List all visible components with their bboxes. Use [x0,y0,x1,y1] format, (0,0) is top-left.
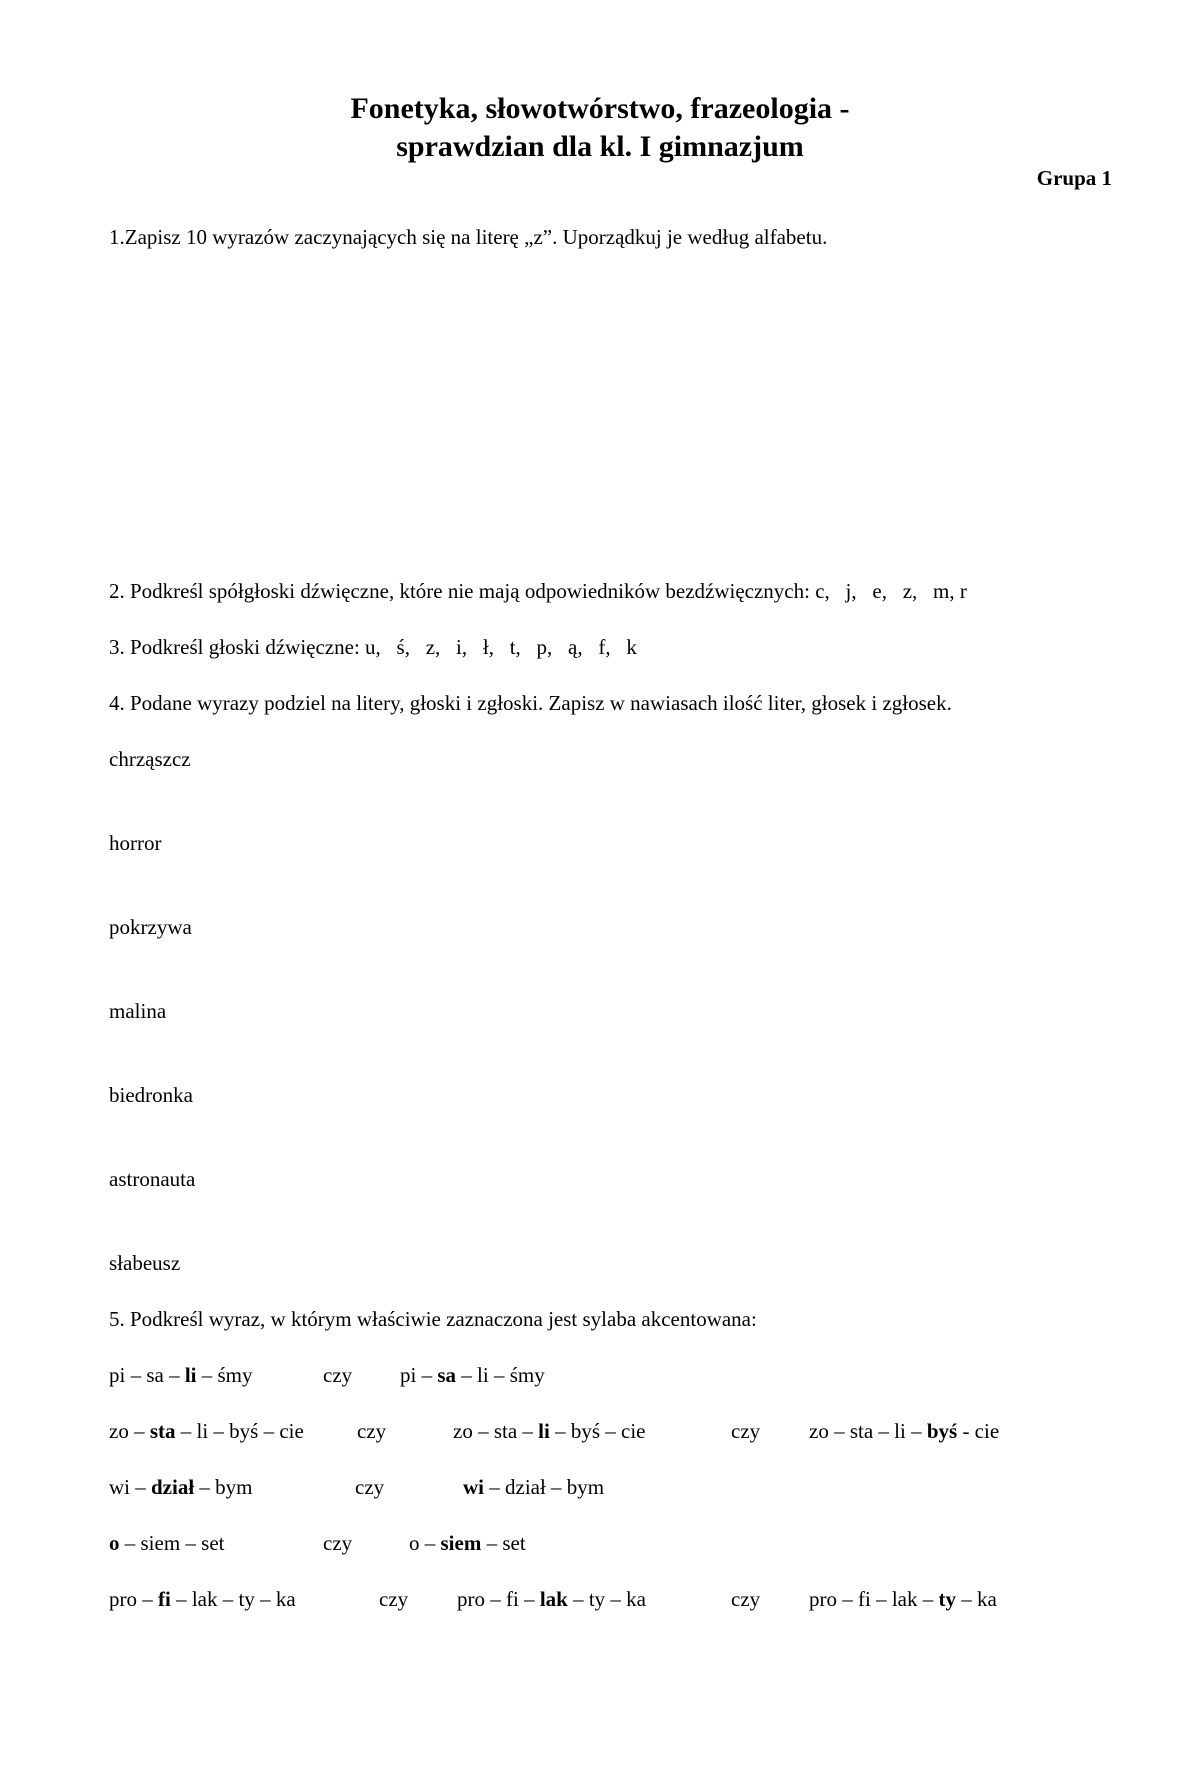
connector-word: czy [355,1475,385,1499]
connector-word: czy [323,1363,353,1387]
accent-option: pro – fi – lak – ty – ka [109,1587,296,1611]
word-item: biedronka [109,1083,193,1107]
accent-option: pi – sa – li – śmy [400,1363,545,1387]
accent-row [109,1530,1109,1556]
task-2: 2. Podkreśl spółgłoski dźwięczne, które nie mają odpowiedników bezdźwięcznych: c, j, e, z, m, r [109,579,967,603]
accent-option: pro – fi – lak – ty – ka [809,1587,997,1611]
accent-option: wi – dział – bym [109,1475,253,1499]
word-item: chrząszcz [109,747,191,771]
connector-word: czy [731,1587,761,1611]
accent-option: o – siem – set [409,1531,526,1555]
accent-option: zo – sta – li – byś – cie [109,1419,304,1443]
accent-option: o – siem – set [109,1531,225,1555]
connector-word: czy [379,1587,409,1611]
connector-word: czy [357,1419,387,1443]
word-item: słabeusz [109,1251,181,1275]
accent-option: pi – sa – li – śmy [109,1363,253,1387]
title-line-1: Fonetyka, słowotwórstwo, frazeologia - [350,92,850,125]
accent-row [109,1474,1109,1500]
task-1: 1.Zapisz 10 wyrazów zaczynających się na literę „z”. Uporządkuj je według alfabetu. [109,225,828,249]
connector-word: czy [731,1419,761,1443]
accent-row [109,1418,1109,1444]
title-line-2: sprawdzian dla kl. I gimnazjum [396,130,804,163]
word-item: astronauta [109,1167,196,1191]
word-item: pokrzywa [109,915,192,939]
group-label: Grupa 1 [1036,166,1112,190]
accent-row [109,1362,1109,1388]
word-item: horror [109,831,162,855]
accent-option: zo – sta – li – byś - cie [809,1419,1000,1443]
word-item: malina [109,999,167,1023]
task-5: 5. Podkreśl wyraz, w którym właściwie zaznaczona jest sylaba akcentowana: [109,1307,757,1331]
accent-row [109,1586,1109,1612]
connector-word: czy [323,1531,353,1555]
accent-option: wi – dział – bym [463,1475,605,1499]
task-4: 4. Podane wyrazy podziel na litery, głoski i zgłoski. Zapisz w nawiasach ilość liter, głosek i zgłosek. [109,691,952,715]
accent-option: pro – fi – lak – ty – ka [457,1587,646,1611]
accent-option: zo – sta – li – byś – cie [453,1419,646,1443]
task-3: 3. Podkreśl głoski dźwięczne: u, ś, z, i, ł, t, p, ą, f, k [109,635,637,659]
